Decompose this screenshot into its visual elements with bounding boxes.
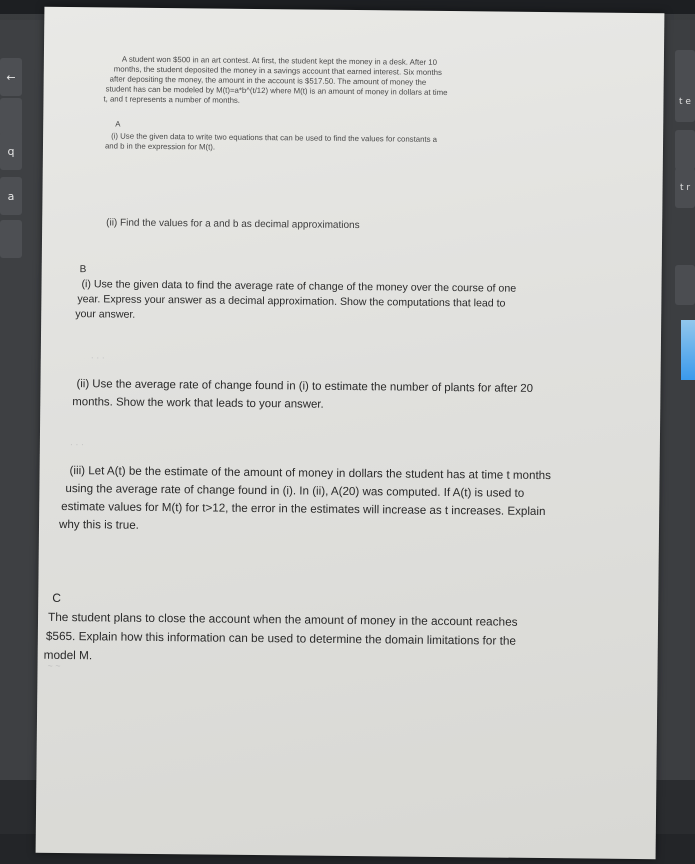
part-b-q3-line-1: (iii) Let A(t) be the estimate of the amount of money in dollars the student has at time t months [69, 464, 552, 483]
worksheet-paper [36, 7, 665, 859]
intro-line-3: after depositing the money, the amount in the account is $517.50. The amount of money the [109, 74, 427, 87]
key-blank-2 [0, 220, 22, 258]
key-blank [0, 98, 22, 136]
part-a-label: A [115, 119, 121, 129]
key-right-3 [675, 130, 695, 170]
part-b-label: B [79, 264, 87, 276]
intro-line-2: months, the student deposited the money in a savings account that earned interest. Six months [113, 64, 442, 77]
part-a-q1-line-2: and b in the expression for M(t). [104, 141, 216, 152]
part-b-q1-line-2: year. Express your answer as a decimal approximation. Show the computations that lead to [77, 293, 506, 310]
intro-line-5: t, and t represents a number of months. [103, 94, 241, 105]
faint-pencil-mark: · · · [90, 352, 105, 363]
screen-glow [681, 320, 695, 380]
intro-line-4: student has can be modeled by M(t)=a*b^(t/12) where M(t) is an amount of money in dollars at time [105, 84, 448, 98]
key-right-2: t e [675, 82, 695, 122]
faint-pencil-mark-3: ~ ~ [47, 660, 61, 671]
part-b-q3-line-3: estimate values for M(t) for t>12, the error in the estimates will increase as t increases. Explain [61, 499, 546, 519]
part-c-line-2: $565. Explain how this information can be used to determine the domain limitations for the [45, 628, 517, 648]
key-back-arrow: ← [0, 58, 22, 96]
part-b-q1-line-3: your answer. [75, 308, 136, 321]
part-b-q2-line-1: (ii) Use the average rate of change found in (i) to estimate the number of plants for after 20 [76, 378, 534, 395]
key-a: a [0, 177, 22, 215]
part-a-q1-line-1: (i) Use the given data to write two equations that can be used to find the values for constants a [111, 131, 438, 144]
key-q: q [0, 132, 22, 170]
part-b-q3-line-2: using the average rate of change found in (i). In (ii), A(20) was computed. If A(t) is used to [65, 482, 525, 500]
intro-line-1: A student won $500 in an art contest. At first, the student kept the money in a desk. After 10 [121, 54, 438, 67]
key-right-5 [675, 265, 695, 305]
key-right-4: t r [675, 168, 695, 208]
part-b-q3-line-4: why this is true. [58, 517, 139, 532]
part-c-line-1: The student plans to close the account when the amount of money in the account reaches [47, 609, 518, 629]
part-a-q2: (ii) Find the values for a and b as decimal approximations [106, 217, 360, 232]
part-b-q2-line-2: months. Show the work that leads to your answer. [72, 396, 324, 411]
part-b-q1-line-1: (i) Use the given data to find the average rate of change of the money over the course of one [81, 278, 517, 295]
part-c-label: C [52, 590, 62, 605]
faint-pencil-mark-2: · · · [69, 439, 84, 450]
part-c-line-3: model M. [43, 647, 93, 663]
